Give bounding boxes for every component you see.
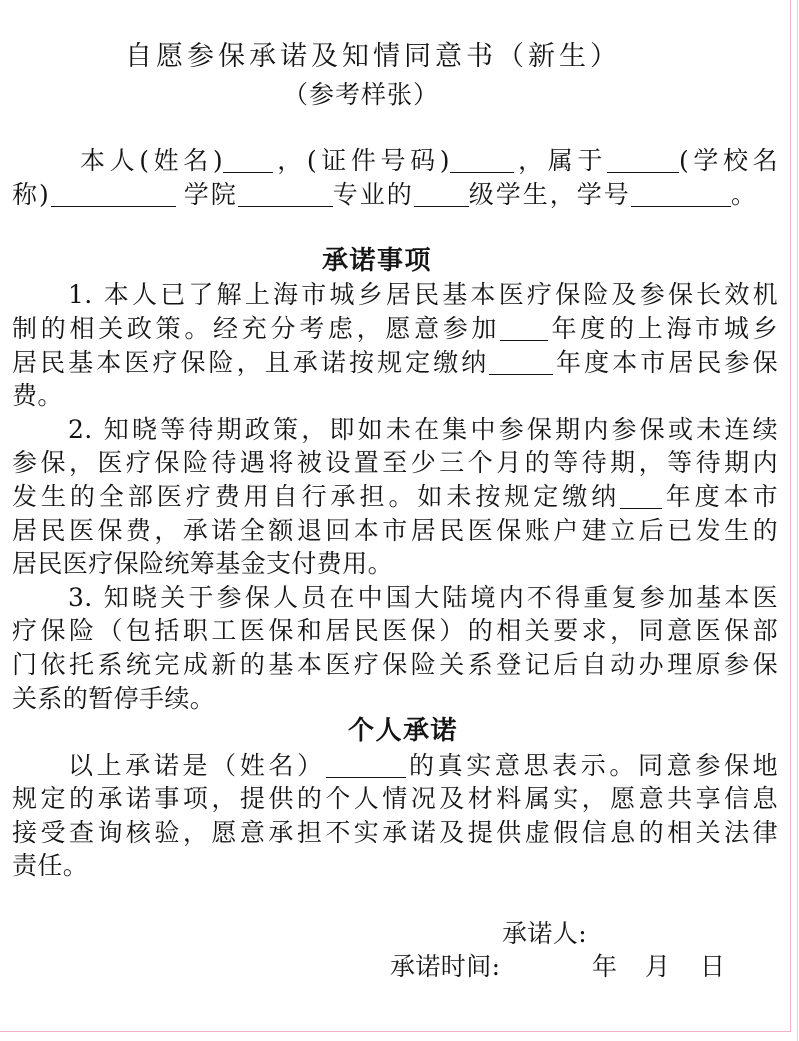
commitment-2-line-3 (12, 480, 778, 514)
month-label: 月 (645, 952, 671, 982)
commitment-2-text: 年度本市 (662, 481, 778, 511)
intro-major-label: 专业的 (332, 179, 414, 209)
college-blank (51, 186, 176, 207)
commitment-1-text: 年度本市居民参保 (553, 347, 778, 377)
intro-belongs-label: ，属于 (513, 146, 607, 175)
commitment-1-line-4: 费。 (12, 381, 63, 411)
intro-line-1 (12, 144, 778, 178)
commitment-3-line-3: 门依托系统完成新的基本医疗保险关系登记后自动办理原参保 (12, 649, 778, 679)
document-title: 自愿参保承诺及知情同意书（新生） (125, 41, 621, 72)
commitment-3-line-2: 疗保险（包括职工医保和居民医保）的相关要求，同意医保部 (12, 616, 778, 646)
payment-year-blank (489, 354, 553, 375)
spacer-line (12, 883, 778, 917)
document-body (12, 144, 778, 984)
personal-commitment-text: 的真实意思表示。同意参保地 (405, 750, 778, 780)
intro-line-2 (12, 178, 778, 212)
personal-commitment-line-3: 接受查询核验，愿意承担不实承诺及提供虚假信息的相关法律 (12, 817, 778, 847)
commitments-heading: 承诺事项 (322, 245, 433, 276)
commitment-1-line-1: 1. 本人已了解上海市城乡居民基本医疗保险及参保长效机 (68, 280, 778, 310)
commitment-1-line-3 (12, 346, 778, 380)
date-label: 承诺时间: (390, 952, 501, 982)
personal-commitment-heading: 个人承诺 (348, 716, 459, 747)
student-id-blank (631, 186, 731, 207)
commitment-2-line-1: 2. 知晓等待期政策，即如未在集中参保期内参保或未连续 (68, 414, 778, 444)
commitment-2-line-4: 居民医保费，承诺全额退回本市居民医保账户建立后已发生的 (12, 515, 778, 545)
participation-year-blank (500, 320, 548, 341)
intro-school-label: (学校名 (678, 146, 778, 175)
intro-school-label-end: 称) (12, 179, 51, 209)
commitment-1-text: 年度的上海市城乡 (548, 313, 778, 343)
commitment-2-line-5: 居民医疗保险统筹基金支付费用。 (12, 549, 394, 579)
commitment-2-text: 发生的全部医疗费用自行承担。如未按规定缴纳 (12, 481, 621, 511)
personal-commitment-line-1 (12, 749, 778, 783)
spacer-line (12, 211, 778, 245)
commitment-3-line-1: 3. 知晓关于参保人员在中国大陆境内不得重复参加基本医 (68, 582, 778, 612)
commitment-1-line-2 (12, 312, 778, 346)
commitment-3-line-4: 关系的暂停手续。 (12, 683, 216, 713)
intro-college-label: 学院 (183, 179, 238, 209)
commitment-1-text: 制的相关政策。经充分考虑，愿意参加 (12, 313, 501, 343)
personal-commitment-line-4: 责任。 (12, 851, 89, 881)
day-label: 日 (700, 952, 726, 982)
grade-blank (414, 186, 469, 207)
school-name-blank (607, 152, 679, 173)
page-border-bottom (0, 1031, 791, 1032)
commitment-2-line-2: 参保，医疗保险待遇将被设置至少三个月的等待期，等待期内 (12, 448, 778, 478)
signer-line (12, 917, 778, 951)
page-edge-right (797, 0, 798, 1041)
intro-period: 。 (730, 179, 758, 209)
insurance-fee-year-blank (620, 488, 662, 509)
intro-name-label: 本人(姓名) (80, 146, 224, 175)
date-line (12, 950, 778, 984)
personal-commitment-text: 以上承诺是（姓名） (68, 750, 326, 780)
commitment-1-text: 居民基本医疗保险，且承诺按规定缴纳 (12, 347, 490, 377)
declarant-name-blank (326, 757, 406, 778)
signer-label: 承诺人: (502, 918, 588, 948)
id-number-blank (450, 152, 514, 173)
year-label: 年 (592, 952, 618, 982)
name-blank (223, 152, 273, 173)
intro-id-label: ，(证件号码) (273, 146, 450, 175)
personal-commitment-line-2: 规定的承诺事项，提供的个人情况及材料属实，愿意共享信息 (12, 784, 778, 814)
document-subtitle: （参考样张） (283, 80, 440, 109)
major-blank (238, 186, 333, 207)
intro-student-id-label: 级学生，学号 (468, 179, 631, 209)
page-border-right (790, 0, 791, 1032)
